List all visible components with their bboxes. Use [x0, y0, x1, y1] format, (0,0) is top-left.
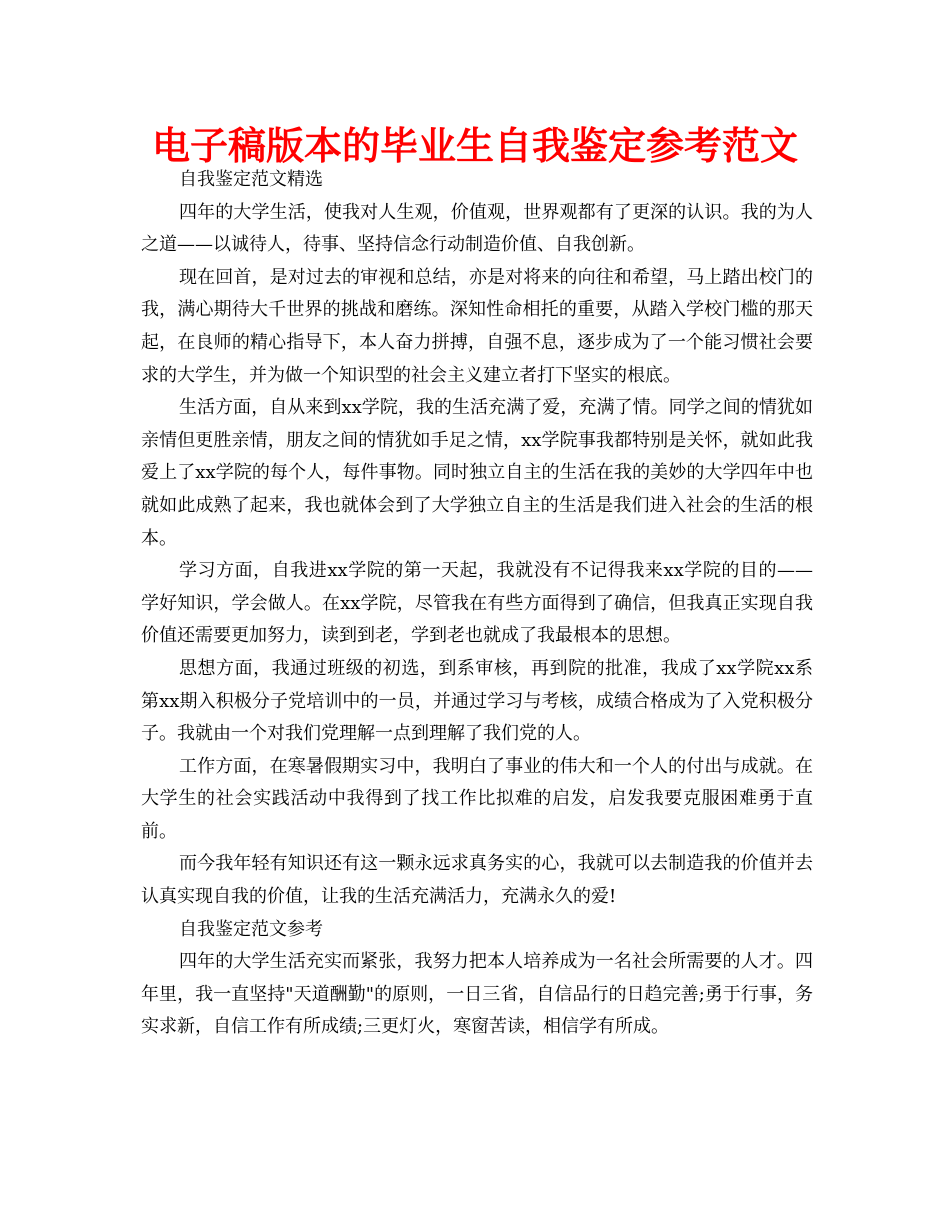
document-body — [141, 164, 813, 1044]
paragraph: 现在回首，是对过去的审视和总结，亦是对将来的向往和希望，马上踏出校门的我，满心期待大千世界的挑战和磨练。深知性命相托的重要，从踏入学校门槛的那天起，在良师的精心指导下，本人奋力拼搏，自强不息，逐步成为了一个能习惯社会要求的大学生，并为做一个知识型的社会主义建立者打下坚实的根底。 — [141, 266, 813, 386]
paragraph: 四年的大学生活充实而紧张，我努力把本人培养成为一名社会所需要的人才。四年里，我一直坚持"天道酬勤"的原则，一日三省，自信品行的日趋完善;勇于行事，务实求新，自信工作有所成绩;三更灯火，寒窗苦读，相信学有所成。 — [141, 951, 813, 1038]
paragraph: 工作方面，在寒暑假期实习中，我明白了事业的伟大和一个人的付出与成就。在大学生的社会实践活动中我得到了找工作比拟难的启发，启发我要克服困难勇于直前。 — [141, 755, 813, 842]
paragraph: 学习方面，自我进xx学院的第一天起，我就没有不记得我来xx学院的目的——学好知识，学会做人。在xx学院，尽管我在有些方面得到了确信，但我真正实现自我价值还需要更加努力，读到到老，学到老也就成了我最根本的思想。 — [141, 560, 813, 647]
paragraph: 四年的大学生活，使我对人生观，价值观，世界观都有了更深的认识。我的为人之道——以诚待人，待事、坚持信念行动制造价值、自我创新。 — [141, 201, 813, 256]
document-title: 电子稿版本的毕业生自我鉴定参考范文 — [151, 124, 798, 168]
section-heading: 自我鉴定范文精选 — [179, 169, 323, 190]
section-heading: 自我鉴定范文参考 — [179, 918, 323, 940]
paragraph: 而今我年轻有知识还有这一颗永远求真务实的心，我就可以去制造我的价值并去认真实现自我的价值，让我的生活充满活力，充满永久的爱! — [141, 853, 813, 908]
paragraph: 思想方面，我通过班级的初选，到系审核，再到院的批准，我成了xx学院xx系第xx期入积极分子党培训中的一员，并通过学习与考核，成绩合格成为了入党积极分子。我就由一个对我们党理解一点到理解了我们党的人。 — [141, 657, 813, 745]
paragraph: 生活方面，自从来到xx学院，我的生活充满了爱，充满了情。同学之间的情犹如亲情但更胜亲情，朋友之间的情犹如手足之情，xx学院事我都特别是关怀，就如此我爱上了xx学院的每个人，每件事物。同时独立自主的生活在我的美妙的大学四年中也就如此成熟了起来，我也就体会到了大学独立自主的生活是我们进入社会的生活的根本。 — [141, 397, 813, 549]
